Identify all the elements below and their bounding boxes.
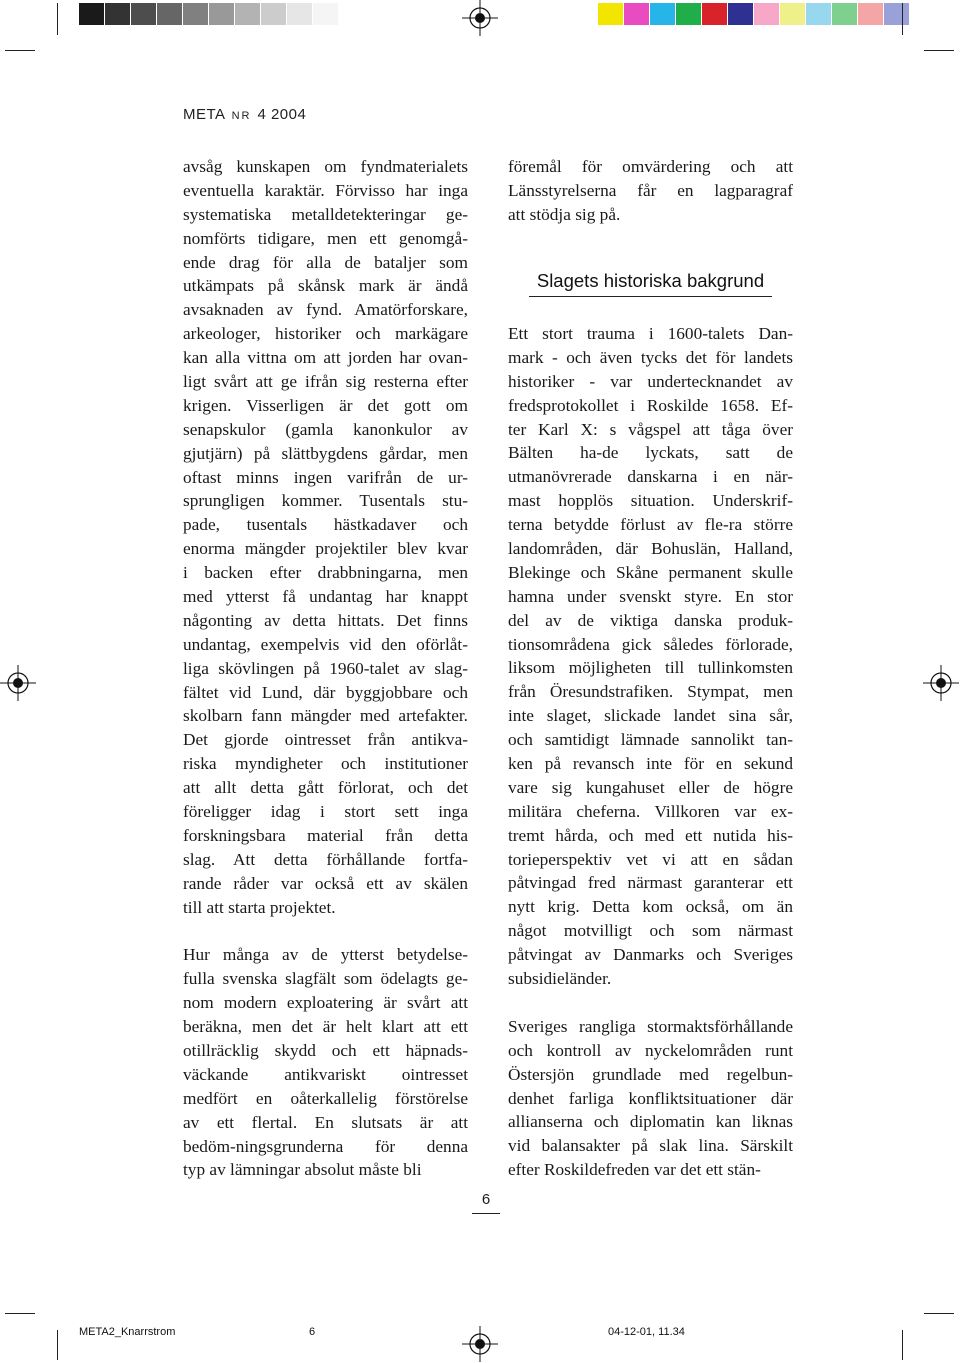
crop-mark [924, 50, 954, 51]
text-line: historiker - var undertecknandet av [508, 371, 793, 391]
text-line: undantag, exempelvis vid den oförlåt- [183, 634, 468, 654]
text-line: nomförts tidigare, men ett genomgå- [183, 228, 468, 248]
crop-mark [902, 1330, 903, 1360]
right-column-body [508, 322, 793, 1182]
color-swatch [780, 3, 805, 25]
text-line: utkämpats på skånsk mark är ändå [183, 276, 468, 296]
crop-mark [902, 3, 903, 35]
text-line: fältet vid Lund, där byggjobbare och [183, 682, 468, 702]
text-line: avsaknaden av fynd. Amatörforskare, [183, 300, 468, 320]
text-line: från Öresundstrafiken. Stympat, men [508, 682, 793, 702]
text-line: med ytterst få undantag har knappt [183, 587, 468, 607]
text-line: mark - och även tycks det för landets [508, 347, 793, 367]
gray-swatch [235, 3, 260, 25]
text-line: att stödja sig på. [508, 204, 621, 224]
grayscale-bar [79, 3, 339, 25]
text-line: föreligger idag i stort sett inga [183, 802, 468, 822]
color-swatch [832, 3, 857, 25]
text-line: och kontroll av nyckelområden runt [508, 1040, 793, 1060]
crop-mark [5, 50, 35, 51]
running-header [183, 106, 306, 123]
text-line: Länsstyrelserna får en lagparagraf [508, 180, 793, 200]
gray-swatch [79, 3, 104, 25]
text-line: liksom möjligheten till tullinkomsten [508, 658, 793, 678]
text-line: riska myndigheter och institutioner [183, 754, 468, 774]
gray-swatch [131, 3, 156, 25]
color-swatch [676, 3, 701, 25]
text-line: slag. Att detta förhållande fortfa- [183, 849, 468, 869]
text-line: nom modern exploatering är svårt att [183, 993, 468, 1013]
text-line: forskningsbara material från detta [183, 825, 468, 845]
right-paragraph-3 [508, 1015, 793, 1182]
text-line: någonting av detta hittats. Det finns [183, 610, 468, 630]
color-swatch [624, 3, 649, 25]
text-line: inte slaget, slickade landet sina sår, [508, 706, 793, 726]
text-line: att allt detta gått förlorat, och det [183, 778, 468, 798]
page-number: 6 [472, 1191, 500, 1214]
text-line: och samtidigt lämnade sannolikt tan- [508, 730, 793, 750]
nr-label: NR [231, 110, 252, 122]
text-line: fredsprotokollet i Roskilde 1658. Ef- [508, 395, 793, 415]
text-line: Östersjön grundlade med regelbun- [508, 1064, 793, 1084]
gray-swatch [287, 3, 312, 25]
text-line: allianserna och diplomatin kan liknas [508, 1112, 793, 1132]
right-column [508, 155, 793, 227]
text-line: krigen. Visserligen är det gott om [183, 395, 468, 415]
right-paragraph-2 [508, 322, 793, 991]
color-swatch [728, 3, 753, 25]
text-line: gjutjärn) på slättbygdens gårdar, men [183, 443, 468, 463]
text-line: systematiska metalldetekteringar ge- [183, 204, 468, 224]
crop-mark [924, 1313, 954, 1314]
color-swatch [806, 3, 831, 25]
left-paragraph-1 [183, 155, 468, 920]
text-line: eventuella karaktär. Förvisso har inga [183, 180, 468, 200]
color-swatch [754, 3, 779, 25]
text-line: väckande antikvariskt ointresset [183, 1064, 468, 1084]
text-line: Det gjorde ointresset från antikva- [183, 730, 468, 750]
text-line: vid balansakter på slak lina. Särskilt [508, 1136, 793, 1156]
text-line: oftast minns ingen varifrån de ur- [183, 467, 468, 487]
text-line: nytt krig. Detta kom också, om än [508, 897, 793, 917]
gray-swatch [313, 3, 338, 25]
text-line: kan alla vittna om att jorden har ovan- [183, 348, 468, 368]
text-line: liga skövlingen på 1960-talet av slag- [183, 658, 468, 678]
text-line: militära cheferna. Villkoren var ex- [508, 801, 793, 821]
text-line: sprungligen kommer. Tusentals stu- [183, 491, 468, 511]
text-line: i backen efter drabbningarna, men [183, 563, 468, 583]
gray-swatch [105, 3, 130, 25]
left-column [183, 155, 468, 1182]
text-line: Ett stort trauma i 1600-talets Dan- [508, 324, 793, 343]
color-swatch [702, 3, 727, 25]
color-bar [598, 3, 910, 25]
gray-swatch [209, 3, 234, 25]
text-line: ter Karl X: s vågspel att tåga över [508, 419, 793, 439]
text-line: av ett flertal. En slutsats är att [183, 1112, 468, 1132]
text-line: något motvilligt och som närmast [508, 921, 793, 941]
registration-mark-icon [923, 665, 959, 701]
text-line: typ av lämningar absolut måste bli [183, 1160, 422, 1180]
text-line: arkeologer, historiker och markägare [183, 324, 468, 344]
text-line: bedöm-ningsgrunderna för denna [183, 1136, 468, 1156]
text-line: senapskulor (gamla kanonkulor av [183, 419, 468, 439]
text-line: Sveriges rangliga stormaktsförhållande [508, 1016, 793, 1036]
text-line: mast hopplös situation. Underskrif- [508, 491, 793, 511]
issue-number: 4 2004 [257, 106, 307, 123]
footer-page: 6 [309, 1326, 316, 1338]
journal-name: META [183, 106, 226, 123]
section-heading: Slagets historiska bakgrund [529, 270, 772, 297]
text-line: till att starta projektet. [183, 897, 336, 917]
text-line: Bälten ha-de lyckats, satt de [508, 443, 793, 463]
text-line: beräkna, men det är helt klart att ett [183, 1017, 468, 1037]
text-line: Hur många av de ytterst betydelse- [183, 945, 468, 965]
text-line: del av de viktiga danska produk- [508, 610, 793, 630]
crop-mark [57, 1330, 58, 1360]
text-line: hamna under svenskt styre. En stor [508, 586, 793, 606]
text-line: Blekinge och Skåne permanent skulle [508, 562, 793, 582]
registration-mark-icon [462, 1326, 498, 1362]
text-line: otillräcklig skydd och ett häpnads- [183, 1040, 468, 1060]
text-line: avsåg kunskapen om fyndmaterialets [183, 157, 468, 176]
text-line: utmanövrerade danskarna i en när- [508, 467, 793, 487]
color-swatch [650, 3, 675, 25]
text-line: ende drag för alla de bataljer som [183, 252, 468, 272]
text-line: vare sig kungahuset eller de högre [508, 777, 793, 797]
footer-filename: META2_Knarrstrom [79, 1326, 176, 1338]
registration-mark-icon [0, 665, 36, 701]
color-swatch [884, 3, 909, 25]
text-line: landområden, där Bohuslän, Halland, [508, 539, 793, 559]
text-line: subsidieländer. [508, 969, 612, 989]
left-paragraph-2 [183, 943, 468, 1182]
crop-mark [5, 1313, 35, 1314]
text-line: torieperspektiv vet vi att en sådan [508, 849, 793, 869]
crop-mark [57, 3, 58, 35]
text-line: påtvingat av Danmarks och Sveriges [508, 945, 793, 965]
text-line: medfört en oåterkallelig förstörelse [183, 1088, 468, 1108]
color-swatch [598, 3, 623, 25]
text-line: tionsområdena gick således förlorade, [508, 634, 793, 654]
gray-swatch [261, 3, 286, 25]
text-line: skolbarn fann mängder med artefakter. [183, 706, 468, 726]
text-line: föremål för omvärdering och att [508, 157, 793, 176]
color-swatch [858, 3, 883, 25]
text-line: fulla svenska slagfält som ödelagts ge- [183, 969, 468, 989]
text-line: påtvingad fred närmast garanterar ett [508, 873, 793, 893]
footer-timestamp: 04-12-01, 11.34 [608, 1326, 685, 1338]
gray-swatch [183, 3, 208, 25]
text-line: denhet farliga konfliktsituationer där [508, 1088, 793, 1108]
text-line: pade, tusentals hästkadaver och [183, 515, 468, 535]
text-line: ligt svårt att ge ifrån sig resterna efter [183, 372, 468, 392]
text-line: efter Roskildefreden var det ett stän- [508, 1160, 761, 1180]
text-line: tremt hårda, och med ett nutida his- [508, 825, 793, 845]
gray-swatch [157, 3, 182, 25]
right-paragraph-1 [508, 155, 793, 227]
text-line: ken på revansch inte för en sekund [508, 754, 793, 774]
registration-mark-icon [462, 0, 498, 36]
text-line: rande råder var också ett av skälen [183, 873, 468, 893]
text-line: terna betydde förlust av fle-ra större [508, 515, 793, 535]
text-line: enorma mängder projektiler blev kvar [183, 539, 468, 559]
